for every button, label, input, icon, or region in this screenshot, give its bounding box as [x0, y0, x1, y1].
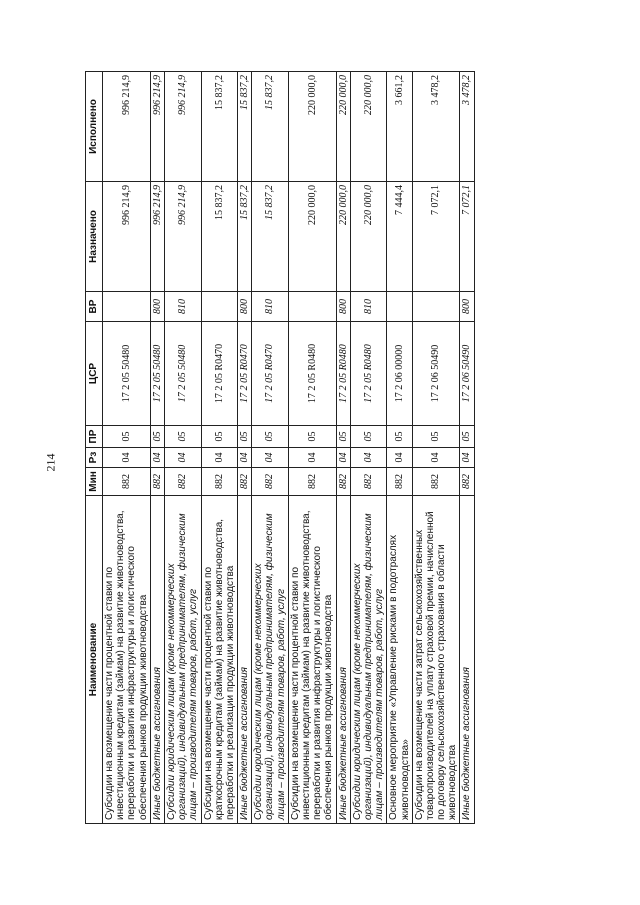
cell-vr: 810 [164, 292, 201, 322]
cell-name: Иные бюджетные ассигнования [238, 496, 252, 824]
cell-pr: 05 [252, 426, 289, 448]
table-row [288, 72, 336, 824]
table-body [103, 72, 475, 824]
cell-pr: 05 [288, 426, 336, 448]
cell-rz: 04 [103, 448, 151, 468]
table-row [336, 72, 350, 824]
cell-rz: 04 [252, 448, 289, 468]
cell-executed: 3 478,2 [460, 72, 474, 182]
cell-pr: 05 [103, 426, 151, 448]
cell-vr [201, 292, 238, 322]
cell-vr [103, 292, 151, 322]
header-row [86, 72, 103, 824]
cell-assigned: 15 837,2 [201, 182, 238, 292]
cell-executed: 3 661,2 [387, 72, 412, 182]
cell-csr: 17 2 05 R0480 [350, 322, 387, 426]
cell-min: 882 [288, 468, 336, 496]
cell-assigned: 996 214,9 [103, 182, 151, 292]
cell-pr: 05 [201, 426, 238, 448]
cell-min: 882 [238, 468, 252, 496]
cell-csr: 17 2 06 50490 [412, 322, 460, 426]
header-pr: ПР [86, 426, 103, 448]
header-name: Наименование [86, 496, 103, 824]
cell-min: 882 [103, 468, 151, 496]
cell-assigned: 220 000,0 [288, 182, 336, 292]
page-number: 214 [43, 453, 58, 472]
cell-pr: 05 [460, 426, 474, 448]
cell-assigned: 7 444,4 [387, 182, 412, 292]
cell-csr: 17 2 05 50480 [164, 322, 201, 426]
cell-vr: 800 [150, 292, 164, 322]
cell-rz: 04 [336, 448, 350, 468]
cell-assigned: 7 072,1 [460, 182, 474, 292]
cell-vr: 810 [252, 292, 289, 322]
table-row [238, 72, 252, 824]
cell-vr: 810 [350, 292, 387, 322]
header-csr: ЦСР [86, 322, 103, 426]
cell-executed: 220 000,0 [336, 72, 350, 182]
cell-rz: 04 [238, 448, 252, 468]
table-row [387, 72, 412, 824]
cell-rz: 04 [150, 448, 164, 468]
table-row [252, 72, 289, 824]
cell-csr: 17 2 05 50480 [150, 322, 164, 426]
cell-vr [288, 292, 336, 322]
cell-rz: 04 [350, 448, 387, 468]
cell-executed: 15 837,2 [238, 72, 252, 182]
cell-pr: 05 [336, 426, 350, 448]
cell-name: Субсидии на возмещение части процентной ставки по инвестиционным кредитам (займам) на развитие животноводства, переработки и развития инфраструктуры и логистического обеспечения рынков продукции животноводства [288, 496, 336, 824]
cell-csr: 17 2 06 00000 [387, 322, 412, 426]
rotated-table-container [85, 72, 549, 824]
cell-pr: 05 [164, 426, 201, 448]
cell-name: Иные бюджетные ассигнования [336, 496, 350, 824]
table-row [201, 72, 238, 824]
cell-assigned: 15 837,2 [238, 182, 252, 292]
cell-csr: 17 2 05 50480 [103, 322, 151, 426]
table-row [350, 72, 387, 824]
cell-executed: 996 214,9 [150, 72, 164, 182]
cell-min: 882 [412, 468, 460, 496]
cell-assigned: 996 214,9 [150, 182, 164, 292]
cell-executed: 3 478,2 [412, 72, 460, 182]
cell-rz: 04 [201, 448, 238, 468]
cell-executed: 220 000,0 [288, 72, 336, 182]
cell-csr: 17 2 06 50490 [460, 322, 474, 426]
table-row [164, 72, 201, 824]
cell-csr: 17 2 05 R0470 [252, 322, 289, 426]
cell-min: 882 [350, 468, 387, 496]
header-min: Мин [86, 468, 103, 496]
cell-assigned: 7 072,1 [412, 182, 460, 292]
cell-min: 882 [201, 468, 238, 496]
cell-name: Основное мероприятие «Управление рисками в подотраслях животноводства» [387, 496, 412, 824]
budget-table [85, 71, 475, 824]
cell-name: Субсидии на возмещение части затрат сельскохозяйственных товаропроизводителей на уплату страховой премии, начисленной по договору сельскохозяйственного страхования в области животноводства [412, 496, 460, 824]
header-executed: Исполнено [86, 72, 103, 182]
cell-name: Иные бюджетные ассигнования [460, 496, 474, 824]
cell-assigned: 220 000,0 [336, 182, 350, 292]
cell-rz: 04 [387, 448, 412, 468]
cell-vr: 800 [336, 292, 350, 322]
cell-executed: 15 837,2 [252, 72, 289, 182]
cell-executed: 220 000,0 [350, 72, 387, 182]
cell-vr [412, 292, 460, 322]
cell-min: 882 [252, 468, 289, 496]
cell-min: 882 [387, 468, 412, 496]
cell-rz: 04 [460, 448, 474, 468]
cell-executed: 996 214,9 [164, 72, 201, 182]
header-rz: Рз [86, 448, 103, 468]
cell-csr: 17 2 05 R0480 [288, 322, 336, 426]
cell-name: Субсидии юридическим лицам (кроме некоммерческих организаций), индивидуальным предпринимателям, физическим лицам – производителям товаров, работ, услуг [252, 496, 289, 824]
cell-min: 882 [164, 468, 201, 496]
cell-min: 882 [460, 468, 474, 496]
cell-min: 882 [150, 468, 164, 496]
cell-csr: 17 2 05 R0470 [201, 322, 238, 426]
cell-rz: 04 [412, 448, 460, 468]
cell-assigned: 15 837,2 [252, 182, 289, 292]
table-row [460, 72, 474, 824]
cell-csr: 17 2 05 R0470 [238, 322, 252, 426]
table-row [103, 72, 151, 824]
cell-pr: 05 [150, 426, 164, 448]
table-row [412, 72, 460, 824]
cell-pr: 05 [412, 426, 460, 448]
cell-executed: 15 837,2 [201, 72, 238, 182]
cell-vr [387, 292, 412, 322]
table-row [150, 72, 164, 824]
cell-name: Субсидии на возмещение части процентной ставки по инвестиционным кредитам (займам) на развитие животноводства, переработки и развития инфраструктуры и логистического обеспечения рынков продукции животноводства [103, 496, 151, 824]
header-vr: ВР [86, 292, 103, 322]
cell-assigned: 996 214,9 [164, 182, 201, 292]
cell-vr: 800 [460, 292, 474, 322]
cell-pr: 05 [387, 426, 412, 448]
header-assigned: Назначено [86, 182, 103, 292]
cell-vr: 800 [238, 292, 252, 322]
cell-rz: 04 [288, 448, 336, 468]
cell-assigned: 220 000,0 [350, 182, 387, 292]
cell-name: Субсидии на возмещение части процентной ставки по краткосрочным кредитам (займам) на развитие животноводства, переработки и реализации продукции животноводства [201, 496, 238, 824]
cell-pr: 05 [238, 426, 252, 448]
cell-min: 882 [336, 468, 350, 496]
cell-name: Иные бюджетные ассигнования [150, 496, 164, 824]
cell-csr: 17 2 05 R0480 [336, 322, 350, 426]
cell-pr: 05 [350, 426, 387, 448]
cell-name: Субсидии юридическим лицам (кроме некоммерческих организаций), индивидуальным предпринимателям, физическим лицам – производителям товаров, работ, услуг [164, 496, 201, 824]
cell-name: Субсидии юридическим лицам (кроме некоммерческих организаций), индивидуальным предпринимателям, физическим лицам – производителям товаров, работ, услуг [350, 496, 387, 824]
cell-rz: 04 [164, 448, 201, 468]
cell-executed: 996 214,9 [103, 72, 151, 182]
